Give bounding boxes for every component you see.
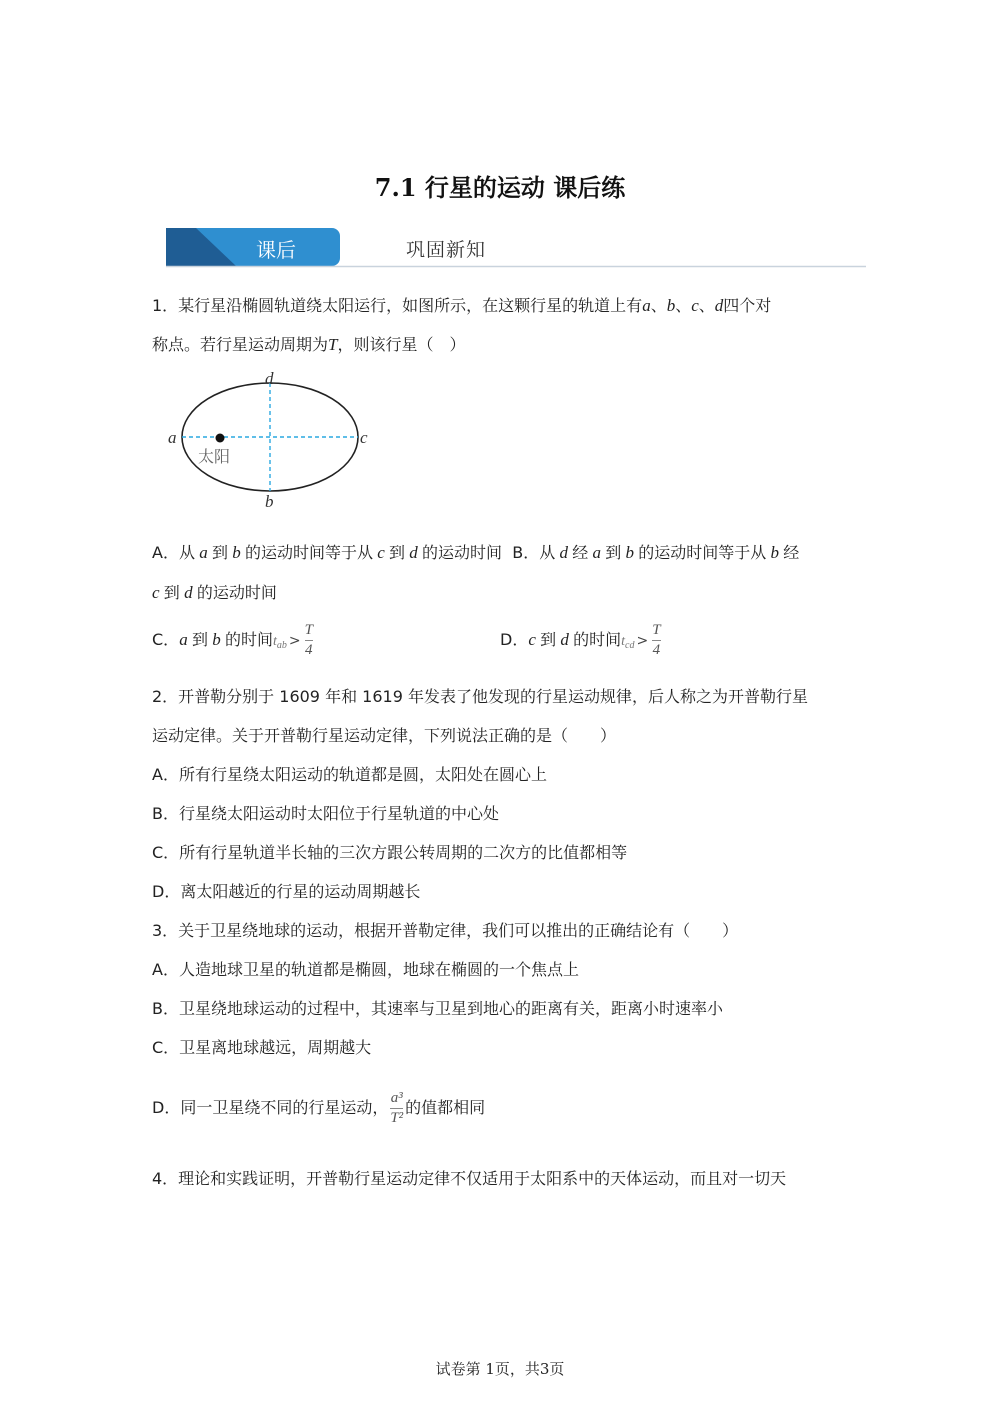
q1-option-a-b: A．从 a 到 b 的运动时间等于从 c 到 d 的运动时间 B．从 d 经 a 到 b 的运动时间等于从 b 经 <box>152 543 800 562</box>
point-b-label: b <box>265 492 274 511</box>
q3-option-d: D．同一卫星绕不同的行星运动， $\frac{\text{a³}}{\text{T²}}$ 的值都相同 <box>152 1090 486 1126</box>
orbit-diagram <box>160 365 390 515</box>
q2-stem-line2: 运动定律。关于开普勒行星运动定律，下列说法正确的是（ ） <box>152 726 617 745</box>
q1-stem-line2: 称点。若行星运动周期为T，则该行星（ ） <box>152 335 466 354</box>
q3-option-c: C．卫星离地球越远，周期越大 <box>152 1038 372 1057</box>
q4-stem-line1: 4．理论和实践证明，开普勒行星运动定律不仅适用于太阳系中的天体运动，而且对一切天 <box>152 1169 787 1188</box>
q1-option-c: C．a 到 b 的时间$t_{ab}$ > $\frac{T}{4}$ <box>152 622 313 658</box>
q3-stem: 3．关于卫星绕地球的运动，根据开普勒定律，我们可以推出的正确结论有（ ） <box>152 921 739 940</box>
q2-option-d: D．离太阳越近的行星的运动周期越长 <box>152 882 421 901</box>
q2-option-c: C．所有行星轨道半长轴的三次方跟公转周期的二次方的比值都相等 <box>152 843 628 862</box>
q3-option-b: B．卫星绕地球运动的过程中，其速率与卫星到地心的距离有关，距离小时速率小 <box>152 999 723 1018</box>
q1-option-b-cont: c 到 d 的运动时间 <box>152 583 277 602</box>
banner-subtitle: 巩固新知 <box>406 239 487 261</box>
page-footer: 试卷第 1页，共3页 <box>435 1360 565 1378</box>
section-banner <box>166 228 866 270</box>
page-title: 7.1 行星的运动 课后练 <box>374 173 626 202</box>
point-c-label: c <box>360 428 368 447</box>
q2-stem-line1: 2．开普勒分别于 1609 年和 1619 年发表了他发现的行星运动规律，后人称之为开普勒行星 <box>152 687 808 706</box>
q1-stem-line1: 1．某行星沿椭圆轨道绕太阳运行，如图所示，在这颗行星的轨道上有a、b、c、d四个对 <box>152 296 772 315</box>
q3-option-a: A．人造地球卫星的轨道都是椭圆，地球在椭圆的一个焦点上 <box>152 960 579 979</box>
q2-option-a: A．所有行星绕太阳运动的轨道都是圆，太阳处在圆心上 <box>152 765 547 784</box>
q2-option-b: B．行星绕太阳运动时太阳位于行星轨道的中心处 <box>152 804 499 823</box>
sun-dot <box>216 434 225 443</box>
q1-option-d: D．c 到 d 的时间$t_{cd}$ > $\frac{T}{4}$ <box>500 622 661 658</box>
sun-label: 太阳 <box>198 447 231 466</box>
point-a-label: a <box>168 428 177 447</box>
banner-tab-label: 课后 <box>256 238 296 262</box>
point-d-label: d <box>265 369 274 388</box>
